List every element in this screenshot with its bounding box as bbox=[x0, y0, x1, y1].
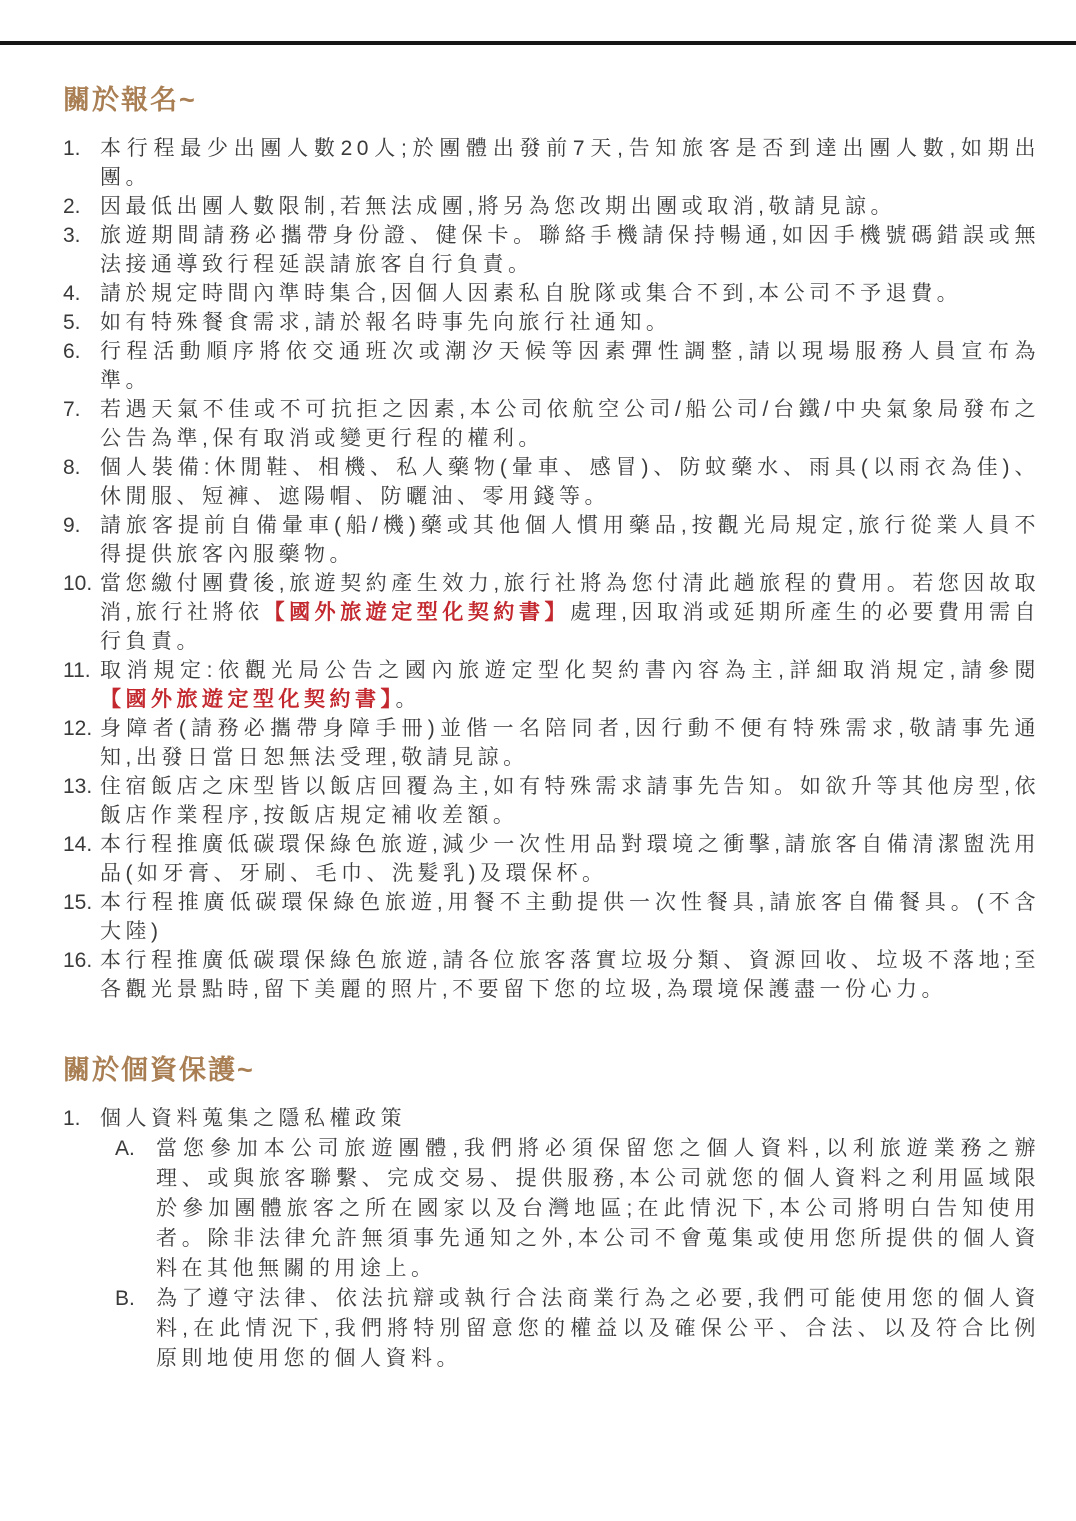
item-number: 2. bbox=[63, 195, 81, 218]
list-item bbox=[63, 830, 1040, 888]
item-text bbox=[100, 337, 1040, 395]
text-segment: 行程活動順序將依交通班次或潮汐天候等因素彈性調整,請以現場服務人員宣布為準。 bbox=[100, 340, 1040, 392]
item-number: A. bbox=[115, 1137, 135, 1160]
item-number: 11. bbox=[63, 659, 91, 682]
list-item bbox=[63, 1104, 1040, 1374]
item-number: 8. bbox=[63, 456, 81, 479]
list-item bbox=[63, 192, 1040, 221]
text-segment: 本行程最少出團人數20人;於團體出發前7天,告知旅客是否到達出團人數,如期出團。 bbox=[100, 137, 1040, 189]
highlight-text: 【國外旅遊定型化契約書】 bbox=[263, 601, 571, 624]
text-segment: 因最低出團人數限制,若無法成團,將另為您改期出團或取消,敬請見諒。 bbox=[100, 195, 897, 218]
text-segment: 當您繳付團費後,旅遊契約產生效力,旅行社將為您付清此趟旅程的費用。若您因故取消,旅行社將依 bbox=[100, 572, 1040, 624]
section-privacy bbox=[0, 1054, 1076, 1374]
item-number: 1. bbox=[63, 1107, 81, 1130]
list-item bbox=[63, 511, 1040, 569]
text-segment: 旅遊期間請務必攜帶身份證、健保卡。聯絡手機請保持暢通,如因手機號碼錯誤或無法接通導致行程延誤請旅客自行負責。 bbox=[100, 224, 1040, 276]
text-segment: 若遇天氣不佳或不可抗拒之因素,本公司依航空公司/船公司/台鐵/中央氣象局發布之公告為準,保有取消或變更行程的權利。 bbox=[100, 398, 1040, 450]
registration-list bbox=[0, 134, 1076, 1004]
list-item bbox=[63, 308, 1040, 337]
item-number: 15. bbox=[63, 891, 93, 914]
item-text bbox=[100, 830, 1040, 888]
text-segment: 如有特殊餐食需求,請於報名時事先向旅行社通知。 bbox=[100, 311, 672, 334]
text-segment: 身障者(請務必攜帶身障手冊)並偕一名陪同者,因行動不便有特殊需求,敬請事先通知,出發日當日恕無法受理,敬請見諒。 bbox=[100, 717, 1040, 769]
privacy-section-title: 關於個資保護~ bbox=[63, 1055, 255, 1085]
text-segment: 為了遵守法律、依法抗辯或執行合法商業行為之必要,我們可能使用您的個人資料,在此情況下,我們將特別留意您的權益以及確保公平、合法、以及符合比例原則地使用您的個人資料。 bbox=[156, 1287, 1040, 1370]
highlight-text: 【國外旅遊定型化契約書】 bbox=[100, 688, 396, 711]
item-text bbox=[100, 511, 1040, 569]
text-segment: 當您參加本公司旅遊團體,我們將必須保留您之個人資料,以利旅遊業務之辦理、或與旅客聯繫、完成交易、提供服務,本公司就您的個人資料之利用區域限於參加團體旅客之所在國家以及台灣地區;在此情況下,本公司將明白告知使用者。除非法律允許無須事先通知之外,本公司不會蒐集或使用您所提供的個人資料在其他無關的用途上。 bbox=[156, 1137, 1040, 1280]
text-segment: 本行程推廣低碳環保綠色旅遊,請各位旅客落實垃圾分類、資源回收、垃圾不落地;至各觀光景點時,留下美麗的照片,不要留下您的垃圾,為環境保護盡一份心力。 bbox=[100, 949, 1040, 1001]
text-segment: 本行程推廣低碳環保綠色旅遊,用餐不主動提供一次性餐具,請旅客自備餐具。(不含大陸) bbox=[100, 891, 1040, 943]
item-text bbox=[100, 569, 1040, 656]
text-segment: 取消規定:依觀光局公告之國內旅遊定型化契約書內容為主,詳細取消規定,請參閱 bbox=[100, 659, 1040, 682]
item-number: 14. bbox=[63, 833, 93, 856]
item-number: 3. bbox=[63, 224, 81, 247]
list-item bbox=[63, 134, 1040, 192]
list-item bbox=[63, 395, 1040, 453]
item-text bbox=[100, 772, 1040, 830]
registration-section-title: 關於報名~ bbox=[63, 85, 197, 115]
list-item bbox=[63, 888, 1040, 946]
item-text bbox=[100, 192, 1040, 221]
item-text bbox=[100, 453, 1040, 511]
text-segment: 住宿飯店之床型皆以飯店回覆為主,如有特殊需求請事先告知。如欲升等其他房型,依飯店作業程序,按飯店規定補收差額。 bbox=[100, 775, 1040, 827]
item-text bbox=[156, 1284, 1040, 1374]
list-item bbox=[63, 337, 1040, 395]
section-registration bbox=[0, 84, 1076, 1004]
item-number: 13. bbox=[63, 775, 93, 798]
item-number: 12. bbox=[63, 717, 93, 740]
privacy-sub-list bbox=[100, 1134, 1040, 1374]
text-segment: 請旅客提前自備暈車(船/機)藥或其他個人慣用藥品,按觀光局規定,旅行從業人員不得提供旅客內服藥物。 bbox=[100, 514, 1040, 566]
item-text bbox=[100, 395, 1040, 453]
list-item bbox=[63, 656, 1040, 714]
item-text bbox=[100, 888, 1040, 946]
item-number: 4. bbox=[63, 282, 81, 305]
item-number: 16. bbox=[63, 949, 93, 972]
item-text bbox=[100, 279, 1040, 308]
list-item bbox=[63, 569, 1040, 656]
text-segment: 本行程推廣低碳環保綠色旅遊,減少一次性用品對環境之衝擊,請旅客自備清潔盥洗用品(如牙膏、牙刷、毛巾、洗髮乳)及環保杯。 bbox=[100, 833, 1040, 885]
text-segment: 處理,因取消或延期所產生的必要費用需自行負責。 bbox=[100, 601, 1041, 653]
item-text bbox=[100, 714, 1040, 772]
text-segment: 個人裝備:休閒鞋、相機、私人藥物(暈車、感冒)、防蚊藥水、雨具(以雨衣為佳)、休閒服、短褲、遮陽帽、防曬油、零用錢等。 bbox=[100, 456, 1040, 508]
item-number: B. bbox=[115, 1287, 135, 1310]
list-item bbox=[115, 1284, 1040, 1374]
item-number: 6. bbox=[63, 340, 81, 363]
item-text bbox=[100, 656, 1040, 714]
text-segment: 個人資料蒐集之隱私權政策 bbox=[100, 1107, 406, 1130]
item-text bbox=[100, 134, 1040, 192]
item-text bbox=[100, 1104, 1040, 1374]
list-item bbox=[63, 453, 1040, 511]
item-text bbox=[100, 221, 1040, 279]
text-segment: 請於規定時間內準時集合,因個人因素私自脫隊或集合不到,本公司不予退費。 bbox=[100, 282, 963, 305]
item-text bbox=[156, 1134, 1040, 1284]
text-segment: 。 bbox=[395, 688, 421, 711]
list-item bbox=[115, 1134, 1040, 1284]
list-item bbox=[63, 714, 1040, 772]
list-item bbox=[63, 946, 1040, 1004]
list-item bbox=[63, 221, 1040, 279]
item-number: 9. bbox=[63, 514, 81, 537]
item-text bbox=[100, 946, 1040, 1004]
item-number: 5. bbox=[63, 311, 81, 334]
list-item bbox=[63, 279, 1040, 308]
item-number: 7. bbox=[63, 398, 81, 421]
item-text bbox=[100, 308, 1040, 337]
item-number: 1. bbox=[63, 137, 81, 160]
privacy-list bbox=[0, 1104, 1076, 1374]
item-number: 10. bbox=[63, 572, 93, 595]
list-item bbox=[63, 772, 1040, 830]
